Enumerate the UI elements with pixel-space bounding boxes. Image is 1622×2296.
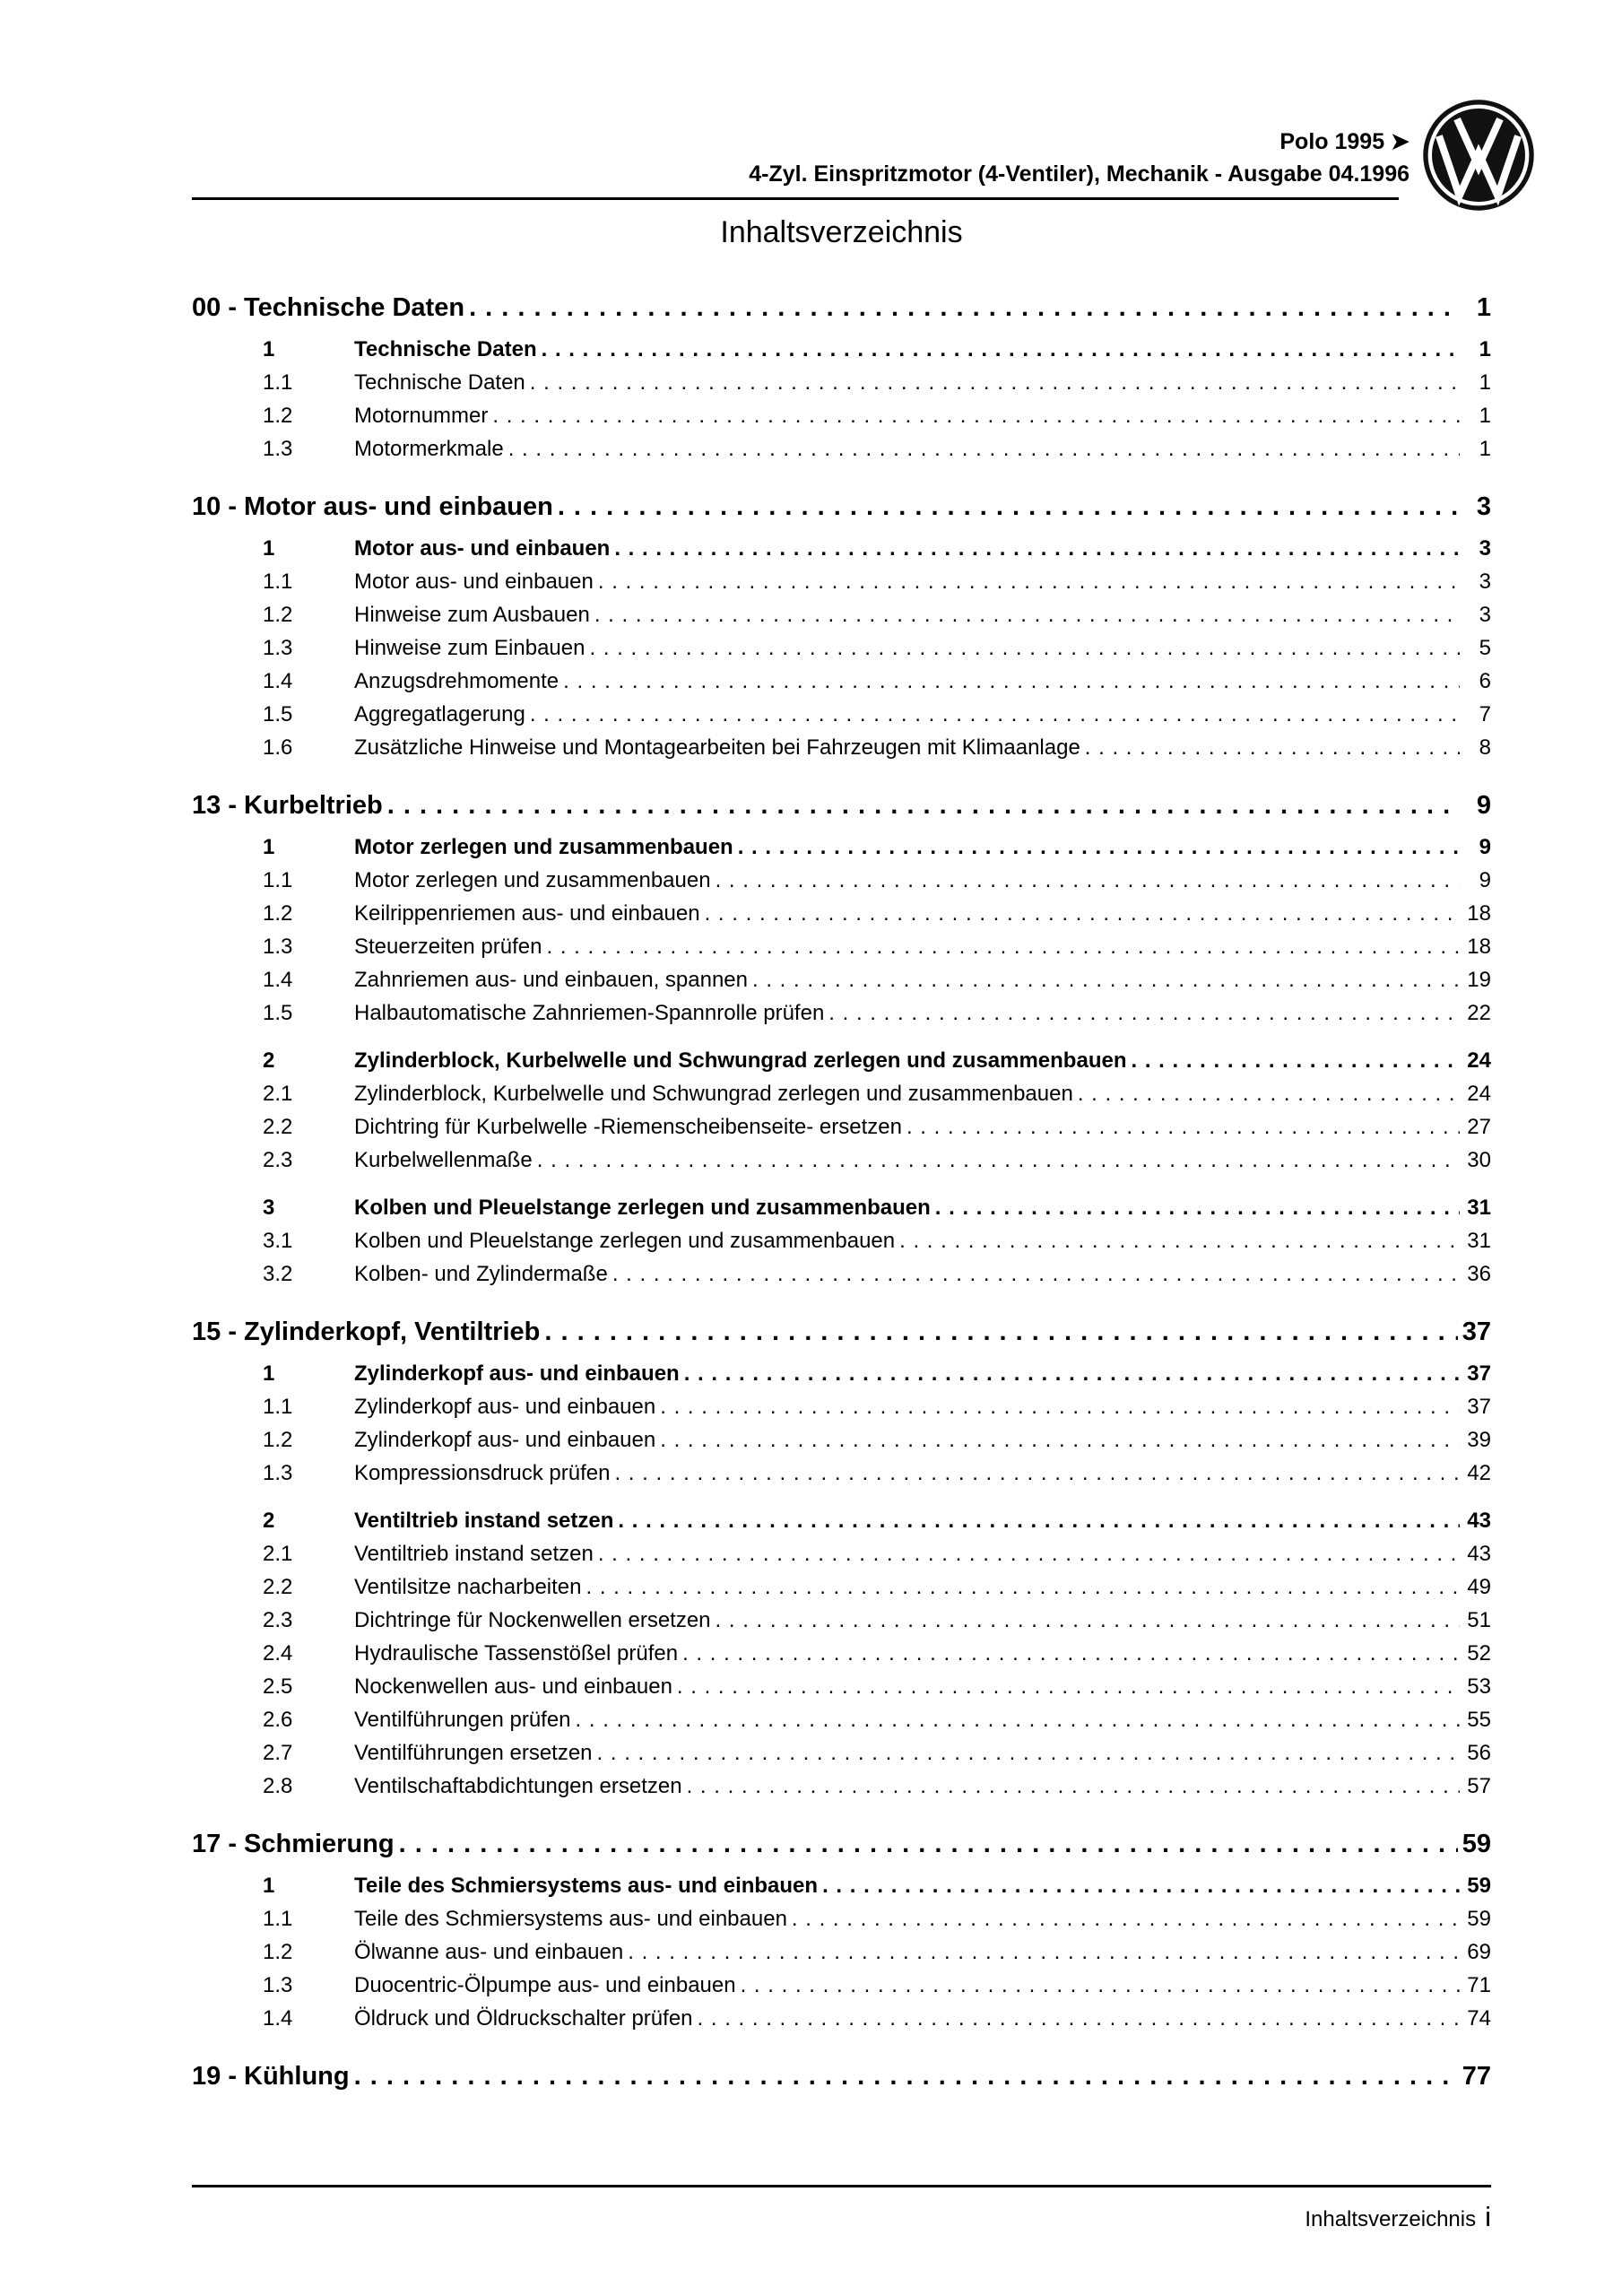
entry-title: Zylinderkopf aus- und einbauen	[354, 1361, 680, 1386]
dot-leader	[752, 963, 1460, 996]
entry-title: Motornummer	[354, 404, 489, 428]
toc-entry-row	[192, 1670, 1491, 1703]
toc-entry-row	[192, 1191, 1491, 1224]
entry-page-number: 18	[1467, 935, 1491, 959]
dot-leader	[684, 1357, 1460, 1390]
entry-number: 2.2	[263, 1575, 293, 1599]
entry-number: 1.4	[263, 2006, 293, 2031]
entry-title: Öldruck und Öldruckschalter prüfen	[354, 2006, 693, 2031]
entry-page-number: 6	[1479, 669, 1491, 693]
entry-title: Technische Daten	[354, 337, 537, 361]
entry-page-number: 43	[1467, 1542, 1491, 1566]
header-subtitle: 4-Zyl. Einspritzmotor (4-Ventiler), Mechanik - Ausgabe 04.1996	[749, 161, 1409, 187]
entry-number: 1.3	[263, 437, 293, 461]
entry-number: 1.5	[263, 702, 293, 726]
toc-entry-row	[192, 1703, 1491, 1736]
entry-page-number: 1	[1479, 370, 1491, 395]
entry-number: 2.8	[263, 1774, 293, 1798]
entry-number: 1.3	[263, 935, 293, 959]
entry-page-number: 57	[1467, 1774, 1491, 1798]
chapter-title: 13 - Kurbeltrieb	[192, 791, 383, 820]
toc-entry-row	[192, 631, 1491, 665]
entry-page-number: 1	[1479, 437, 1491, 461]
entry-title: Ventilsitze nacharbeiten	[354, 1575, 582, 1599]
toc-entry-row	[192, 1869, 1491, 1902]
vw-logo-icon	[1422, 99, 1535, 212]
dot-leader	[1085, 731, 1460, 764]
header-model: Polo 1995 ➤	[1279, 129, 1409, 154]
entry-title: Halbautomatische Zahnriemen-Spannrolle prüfen	[354, 1001, 825, 1025]
entry-number: 2.3	[263, 1148, 293, 1172]
entry-number: 1.2	[263, 404, 293, 428]
footer-page-marker: i	[1485, 2201, 1491, 2232]
entry-page-number: 49	[1467, 1575, 1491, 1599]
dot-leader	[614, 1457, 1460, 1490]
entry-title: Teile des Schmiersystems aus- und einbauen	[354, 1907, 787, 1931]
entry-page-number: 52	[1467, 1641, 1491, 1665]
entry-title: Duocentric-Ölpumpe aus- und einbauen	[354, 1973, 736, 1997]
entry-number: 1.1	[263, 1907, 293, 1931]
entry-number: 1.1	[263, 570, 293, 594]
dot-leader	[660, 1423, 1460, 1457]
toc-entry-row	[192, 1935, 1491, 1969]
entry-page-number: 74	[1467, 2006, 1491, 2031]
entry-number: 2.4	[263, 1641, 293, 1665]
toc-entry-row	[192, 1390, 1491, 1423]
toc-entry-row	[192, 963, 1491, 996]
entry-title: Motor zerlegen und zusammenbauen	[354, 868, 711, 892]
entry-title: Ventiltrieb instand setzen	[354, 1509, 614, 1533]
toc-entry-row	[192, 996, 1491, 1030]
dot-leader	[469, 288, 1460, 327]
footer-rule	[192, 2185, 1491, 2187]
footer-label: Inhaltsverzeichnis	[1305, 2207, 1477, 2231]
toc-entry-row	[192, 1570, 1491, 1604]
toc-chapter-row	[192, 2057, 1491, 2096]
entry-page-number: 8	[1479, 735, 1491, 760]
toc-entry-row	[192, 565, 1491, 598]
entry-number: 1	[263, 835, 275, 859]
toc-entry-row	[192, 1902, 1491, 1935]
entry-number: 2	[263, 1048, 275, 1073]
chapter-title: 19 - Kühlung	[192, 2062, 350, 2091]
entry-title: Anzugsdrehmomente	[354, 669, 559, 693]
entry-title: Kurbelwellenmaße	[354, 1148, 533, 1172]
toc-entry-row	[192, 366, 1491, 399]
header	[192, 126, 1491, 200]
dot-leader	[698, 2002, 1460, 2035]
toc-entry-row	[192, 698, 1491, 731]
entry-number: 2.1	[263, 1542, 293, 1566]
entry-page-number: 31	[1467, 1196, 1491, 1220]
entry-number: 1	[263, 536, 275, 561]
entry-page-number: 9	[1479, 868, 1491, 892]
chapter-page-number: 59	[1462, 1830, 1491, 1858]
entry-number: 1	[263, 1874, 275, 1898]
entry-number: 1.4	[263, 669, 293, 693]
entry-page-number: 69	[1467, 1940, 1491, 1964]
toc-entry-row	[192, 731, 1491, 764]
entry-page-number: 55	[1467, 1708, 1491, 1732]
dot-leader	[682, 1637, 1460, 1670]
dot-leader	[589, 631, 1460, 665]
dot-leader	[935, 1191, 1460, 1224]
toc-entry-row	[192, 1504, 1491, 1537]
entry-title: Hydraulische Tassenstößel prüfen	[354, 1641, 679, 1665]
toc-entry-row	[192, 1637, 1491, 1670]
toc-chapter-row	[192, 1824, 1491, 1864]
chapter-page-number: 3	[1476, 492, 1491, 521]
toc-entry-row	[192, 532, 1491, 565]
entry-page-number: 3	[1479, 536, 1491, 561]
chapter-page-number: 77	[1462, 2062, 1491, 2091]
toc-entry-row	[192, 2002, 1491, 2035]
entry-page-number: 53	[1467, 1674, 1491, 1699]
dot-leader	[598, 565, 1460, 598]
entry-page-number: 51	[1467, 1608, 1491, 1632]
entry-number: 1.2	[263, 603, 293, 627]
page-title: Inhaltsverzeichnis	[720, 215, 963, 249]
entry-number: 3	[263, 1196, 275, 1220]
entry-number: 2	[263, 1509, 275, 1533]
toc-entry-row	[192, 432, 1491, 465]
dot-leader	[792, 1902, 1460, 1935]
dot-leader	[828, 996, 1460, 1030]
footer	[192, 2199, 1491, 2238]
entry-title: Technische Daten	[354, 370, 525, 395]
toc-entry-row	[192, 1537, 1491, 1570]
entry-page-number: 59	[1467, 1874, 1491, 1898]
chapter-page-number: 37	[1462, 1318, 1491, 1346]
entry-number: 1.2	[263, 901, 293, 926]
dot-leader	[677, 1670, 1460, 1703]
toc-entry-row	[192, 864, 1491, 897]
entry-page-number: 31	[1467, 1229, 1491, 1253]
entry-number: 1	[263, 337, 275, 361]
entry-number: 2.5	[263, 1674, 293, 1699]
dot-leader	[618, 1504, 1460, 1537]
toc-entry-row	[192, 831, 1491, 864]
toc-entry-row	[192, 1969, 1491, 2002]
dot-leader	[741, 1969, 1460, 2002]
entry-page-number: 56	[1467, 1741, 1491, 1765]
entry-title: Dichtringe für Nockenwellen ersetzen	[354, 1608, 711, 1632]
entry-title: Hinweise zum Einbauen	[354, 636, 585, 660]
entry-title: Motor aus- und einbauen	[354, 570, 594, 594]
toc-entry-row	[192, 930, 1491, 963]
entry-page-number: 5	[1479, 636, 1491, 660]
entry-title: Kolben- und Zylindermaße	[354, 1262, 608, 1286]
dot-leader	[716, 864, 1460, 897]
chapter-title: 15 - Zylinderkopf, Ventiltrieb	[192, 1318, 541, 1346]
entry-number: 2.1	[263, 1082, 293, 1106]
dot-leader	[558, 487, 1460, 526]
entry-number: 1	[263, 1361, 275, 1386]
entry-number: 1.2	[263, 1428, 293, 1452]
dot-leader	[576, 1703, 1460, 1736]
entry-page-number: 22	[1467, 1001, 1491, 1025]
dot-leader	[614, 532, 1460, 565]
toc-entry-row	[192, 399, 1491, 432]
dot-leader	[586, 1570, 1461, 1604]
entry-number: 1.2	[263, 1940, 293, 1964]
entry-title: Zylinderblock, Kurbelwelle und Schwungrad zerlegen und zusammenbauen	[354, 1048, 1127, 1073]
entry-number: 2.6	[263, 1708, 293, 1732]
entry-page-number: 7	[1479, 702, 1491, 726]
entry-page-number: 27	[1467, 1115, 1491, 1139]
entry-title: Zylinderkopf aus- und einbauen	[354, 1428, 656, 1452]
entry-number: 2.2	[263, 1115, 293, 1139]
entry-title: Zylinderkopf aus- und einbauen	[354, 1395, 656, 1419]
dot-leader	[906, 1110, 1460, 1144]
entry-page-number: 19	[1467, 968, 1491, 992]
entry-title: Zylinderblock, Kurbelwelle und Schwungrad zerlegen und zusammenbauen	[354, 1082, 1073, 1106]
toc-entry-row	[192, 897, 1491, 930]
toc-entry-row	[192, 1077, 1491, 1110]
entry-number: 3.1	[263, 1229, 293, 1253]
entry-title: Ölwanne aus- und einbauen	[354, 1940, 624, 1964]
dot-leader	[687, 1770, 1460, 1803]
entry-title: Motor zerlegen und zusammenbauen	[354, 835, 733, 859]
entry-page-number: 1	[1479, 404, 1491, 428]
toc	[192, 288, 1491, 2096]
entry-number: 1.3	[263, 1973, 293, 1997]
toc-entry-row	[192, 1423, 1491, 1457]
entry-page-number: 1	[1479, 337, 1491, 361]
entry-page-number: 24	[1467, 1082, 1491, 1106]
dot-leader	[628, 1935, 1460, 1969]
toc-entry-row	[192, 1604, 1491, 1637]
entry-number: 3.2	[263, 1262, 293, 1286]
entry-page-number: 36	[1467, 1262, 1491, 1286]
entry-title: Zahnriemen aus- und einbauen, spannen	[354, 968, 748, 992]
entry-number: 1.1	[263, 1395, 293, 1419]
toc-chapter-row	[192, 288, 1491, 327]
dot-leader	[492, 399, 1460, 432]
dot-leader	[542, 333, 1460, 366]
entry-title: Kolben und Pleuelstange zerlegen und zusammenbauen	[354, 1229, 896, 1253]
entry-number: 2.3	[263, 1608, 293, 1632]
dot-leader	[537, 1144, 1460, 1177]
entry-page-number: 43	[1467, 1509, 1491, 1533]
entry-title: Motormerkmale	[354, 437, 504, 461]
entry-title: Dichtring für Kurbelwelle -Riemenscheibenseite- ersetzen	[354, 1115, 902, 1139]
entry-page-number: 42	[1467, 1461, 1491, 1485]
entry-title: Ventiltrieb instand setzen	[354, 1542, 594, 1566]
toc-chapter-row	[192, 487, 1491, 526]
entry-number: 1.1	[263, 868, 293, 892]
toc-entry-row	[192, 1257, 1491, 1291]
header-text	[192, 126, 1491, 190]
entry-page-number: 39	[1467, 1428, 1491, 1452]
entry-title: Ventilführungen ersetzen	[354, 1741, 593, 1765]
entry-title: Kompressionsdruck prüfen	[354, 1461, 611, 1485]
entry-page-number: 37	[1467, 1361, 1491, 1386]
entry-title: Hinweise zum Ausbauen	[354, 603, 590, 627]
dot-leader	[508, 432, 1460, 465]
entry-title: Motor aus- und einbauen	[354, 536, 611, 561]
dot-leader	[660, 1390, 1460, 1423]
toc-entry-row	[192, 1144, 1491, 1177]
dot-leader	[544, 1312, 1457, 1352]
entry-page-number: 37	[1467, 1395, 1491, 1419]
dot-leader	[387, 786, 1460, 825]
toc-entry-row	[192, 333, 1491, 366]
toc-entry-row	[192, 598, 1491, 631]
dot-leader	[716, 1604, 1460, 1637]
toc-entry-row	[192, 1357, 1491, 1390]
chapter-page-number: 1	[1476, 293, 1491, 322]
dot-leader	[705, 897, 1460, 930]
entry-page-number: 59	[1467, 1907, 1491, 1931]
toc-chapter-row	[192, 1312, 1491, 1352]
entry-page-number: 3	[1479, 603, 1491, 627]
dot-leader	[530, 366, 1460, 399]
entry-title: Kolben und Pleuelstange zerlegen und zusammenbauen	[354, 1196, 931, 1220]
toc-entry-row	[192, 1770, 1491, 1803]
entry-title: Teile des Schmiersystems aus- und einbauen	[354, 1874, 819, 1898]
dot-leader	[399, 1824, 1458, 1864]
entry-page-number: 9	[1479, 835, 1491, 859]
entry-title: Aggregatlagerung	[354, 702, 525, 726]
toc-chapter-row	[192, 786, 1491, 825]
dot-leader	[899, 1224, 1460, 1257]
entry-page-number: 71	[1467, 1973, 1491, 1997]
dot-leader	[598, 1537, 1460, 1570]
entry-title: Keilrippenriemen aus- und einbauen	[354, 901, 700, 926]
entry-page-number: 30	[1467, 1148, 1491, 1172]
dot-leader	[1131, 1044, 1460, 1077]
chapter-title: 00 - Technische Daten	[192, 293, 465, 322]
chapter-title: 17 - Schmierung	[192, 1830, 395, 1858]
toc-entry-row	[192, 1044, 1491, 1077]
chapter-title: 10 - Motor aus- und einbauen	[192, 492, 553, 521]
dot-leader	[546, 930, 1460, 963]
toc-entry-row	[192, 1457, 1491, 1490]
dot-leader	[563, 665, 1460, 698]
entry-title: Zusätzliche Hinweise und Montagearbeiten bei Fahrzeugen mit Klimaanlage	[354, 735, 1080, 760]
toc-entry-row	[192, 1736, 1491, 1770]
entry-title: Ventilführungen prüfen	[354, 1708, 571, 1732]
entry-number: 1.3	[263, 636, 293, 660]
entry-number: 1.3	[263, 1461, 293, 1485]
entry-number: 1.1	[263, 370, 293, 395]
dot-leader	[738, 831, 1460, 864]
entry-number: 1.6	[263, 735, 293, 760]
toc-entry-row	[192, 1224, 1491, 1257]
toc-entry-row	[192, 665, 1491, 698]
entry-title: Nockenwellen aus- und einbauen	[354, 1674, 672, 1699]
entry-page-number: 24	[1467, 1048, 1491, 1073]
entry-title: Ventilschaftabdichtungen ersetzen	[354, 1774, 682, 1798]
dot-leader	[597, 1736, 1460, 1770]
dot-leader	[354, 2057, 1458, 2096]
entry-number: 1.4	[263, 968, 293, 992]
dot-leader	[822, 1869, 1460, 1902]
dot-leader	[530, 698, 1460, 731]
entry-page-number: 18	[1467, 901, 1491, 926]
toc-entry-row	[192, 1110, 1491, 1144]
dot-leader	[612, 1257, 1460, 1291]
entry-number: 2.7	[263, 1741, 293, 1765]
dot-leader	[1078, 1077, 1460, 1110]
chapter-page-number: 9	[1476, 791, 1491, 820]
entry-number: 1.5	[263, 1001, 293, 1025]
header-rule	[192, 197, 1399, 200]
dot-leader	[594, 598, 1460, 631]
entry-page-number: 3	[1479, 570, 1491, 594]
entry-title: Steuerzeiten prüfen	[354, 935, 542, 959]
